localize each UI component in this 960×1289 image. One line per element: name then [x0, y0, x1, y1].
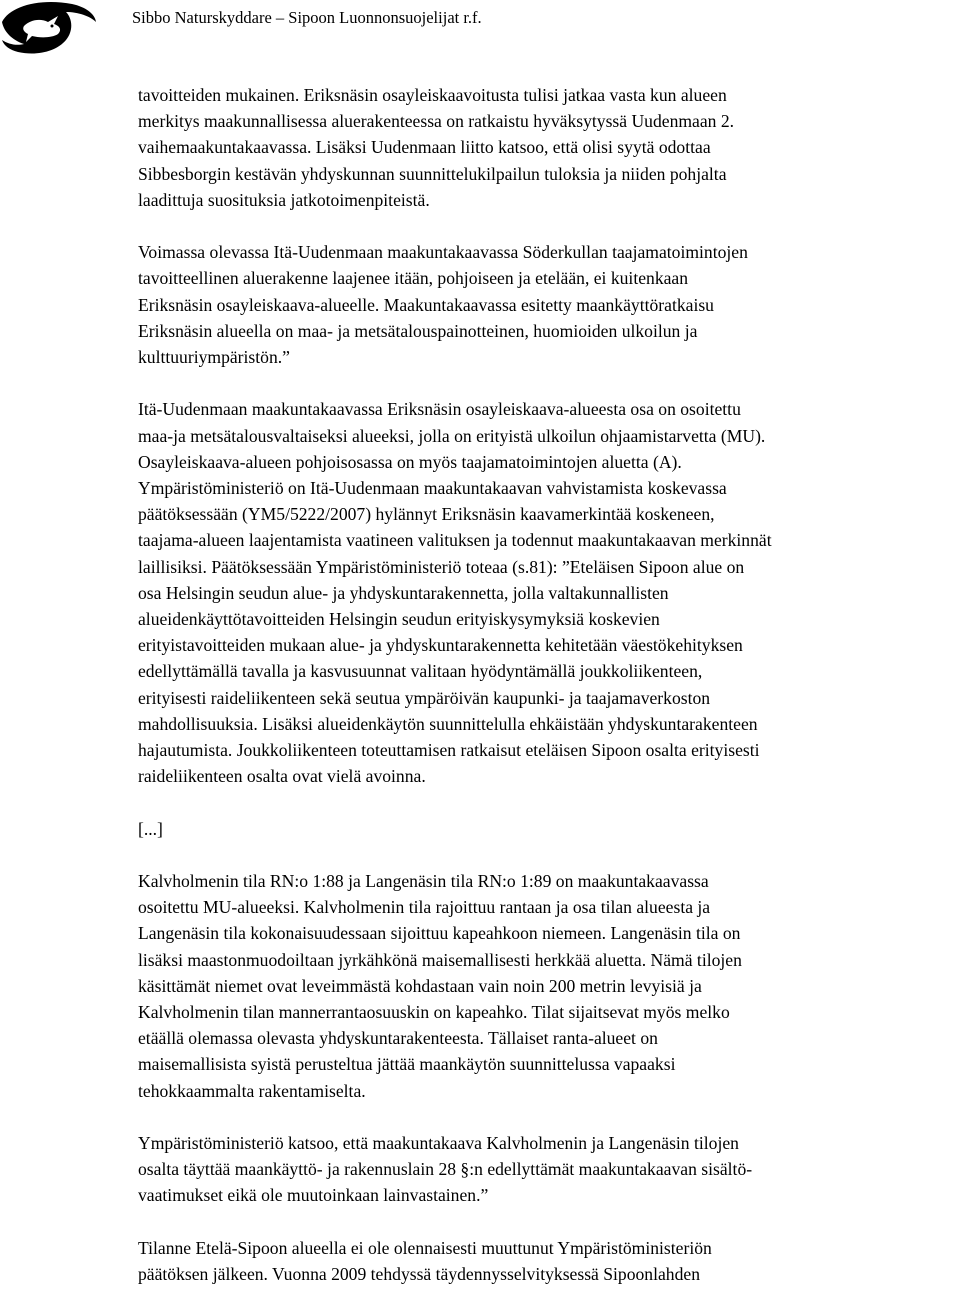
text-line: raideliikenteen osalta ovat vielä avoinna.: [138, 766, 426, 787]
paragraph: [138, 82, 960, 213]
text-line: Tilanne Etelä-Sipoon alueella ei ole olennaisesti muuttunut Ympäristöministeriön: [138, 1237, 712, 1258]
text-line: Sibbesborgin kestävän yhdyskunnan suunnittelukilpailun tuloksia ja niiden pohjalta: [138, 163, 727, 184]
text-line: tehokkaammalta rakentamiselta.: [138, 1080, 366, 1101]
text-line: edellyttämällä tavalla ja kasvusuunnat valitaan hyödyntämällä joukkoliikenteen,: [138, 661, 703, 682]
bird-logo-icon: [0, 0, 98, 58]
text-line: Ympäristöministeriö katsoo, että maakuntakaava Kalvholmenin ja Langenäsin tilojen: [138, 1133, 739, 1154]
text-line: erityisesti raideliikenteen sekä seutua ympäröivän kaupunki- ja taajamaverkoston: [138, 687, 711, 708]
paragraph: [138, 816, 960, 842]
text-line: Eriksnäsin alueella on maa- ja metsätalouspainotteinen, huomioiden ulkoilun ja: [138, 320, 698, 341]
text-line: lisäksi maastonmuodoiltaan jyrkähkönä maisemallisesti herkkää aluetta. Nämä tilojen: [138, 949, 742, 970]
text-line: päätöksen jälkeen. Vuonna 2009 tehdyssä täydennysselvityksessä Sipoonlahden: [138, 1264, 701, 1285]
ellipsis-marker: [...]: [138, 818, 163, 839]
text-line: Ympäristöministeriö on Itä-Uudenmaan maakuntakaavan vahvistamista koskevassa: [138, 478, 727, 499]
text-line: maisemallisista syistä perusteltua jättää maankäytön suunnittelussa vapaaksi: [138, 1054, 676, 1075]
text-line: Kalvholmenin tila RN:o 1:88 ja Langenäsin tila RN:o 1:89 on maakuntakaavassa: [138, 871, 709, 892]
paragraph: [138, 396, 960, 789]
text-line: laillisiksi. Päätöksessään Ympäristöministeriö toteaa (s.81): ”Eteläisen Sipoon alue on: [138, 556, 745, 577]
paragraph: [138, 1130, 960, 1209]
text-line: Eriksnäsin osayleiskaava-alueelle. Maakuntakaavassa esitetty maankäyttöratkaisu: [138, 294, 714, 315]
paragraph: [138, 1235, 960, 1287]
text-line: maa-ja metsätalousvaltaiseksi alueeksi, jolla on erityistä ulkoilun ohjaamistarvetta (MU).: [138, 425, 766, 446]
text-line: erityistavoitteiden mukaan alue- ja yhdyskuntarakennetta kehitetään väestökehityksen: [138, 635, 743, 656]
text-line: taajama-alueen laajentamista vaatineen valituksen ja todennut maakuntakaavan merkinnät: [138, 530, 772, 551]
paragraph: [138, 868, 960, 1104]
text-line: Langenäsin tila kokonaisuudessaan sijoittuu kapeahkoon niemeen. Langenäsin tila on: [138, 923, 741, 944]
text-line: kulttuuriympäristön.”: [138, 347, 290, 368]
text-line: etäällä olemassa olevasta yhdyskuntarakenteesta. Tällaiset ranta-alueet on: [138, 1028, 658, 1049]
text-line: Kalvholmenin tilan mannerrantaosuuskin on kapeahko. Tilat sijaitsevat myös melko: [138, 1002, 730, 1023]
text-line: alueidenkäyttötavoitteiden Helsingin seudun erityiskysymyksiä koskevien: [138, 609, 660, 630]
text-line: hajautumista. Joukkoliikenteen toteuttamisen ratkaisut eteläisen Sipoon osalta erityisesti: [138, 740, 760, 761]
text-line: osalta täyttää maankäyttö- ja rakennuslain 28 §:n edellyttämät maakuntakaavan sisältö-: [138, 1159, 753, 1180]
text-line: Itä-Uudenmaan maakuntakaavassa Eriksnäsin osayleiskaava-alueesta osa on osoitettu: [138, 399, 741, 420]
organization-name: Sibbo Naturskyddare – Sipoon Luonnonsuojelijat r.f.: [132, 8, 482, 27]
text-line: tavoitteellinen aluerakenne laajenee itään, pohjoiseen ja etelään, ei kuitenkaan: [138, 268, 689, 289]
text-line: päätöksessään (YM5/5222/2007) hylännyt Eriksnäsin kaavamerkintää koskeneen,: [138, 504, 715, 525]
document-body: [138, 82, 960, 1287]
text-line: laadittuja suosituksia jatkotoimenpiteistä.: [138, 189, 430, 210]
text-line: osoitettu MU-alueeksi. Kalvholmenin tila rajoittuu rantaan ja osa tilan alueesta ja: [138, 897, 711, 918]
text-line: käsittämät niemet ovat leveimmästä kohdastaan vain noin 200 metrin levyisiä ja: [138, 975, 702, 996]
paragraph: [138, 239, 960, 370]
text-line: merkitys maakunnallisessa aluerakenteessa on ratkaistu hyväksytyssä Uudenmaan 2.: [138, 111, 735, 132]
text-line: osa Helsingin seudun alue- ja yhdyskuntarakennetta, jolla valtakunnallisten: [138, 582, 669, 603]
text-line: vaihemaakuntakaavassa. Lisäksi Uudenmaan liitto katsoo, että olisi syytä odottaa: [138, 137, 711, 158]
text-line: Osayleiskaava-alueen pohjoisosassa on myös taajamatoimintojen aluetta (A).: [138, 451, 682, 472]
text-line: Voimassa olevassa Itä-Uudenmaan maakuntakaavassa Söderkullan taajamatoimintojen: [138, 242, 748, 263]
page-header: [0, 0, 960, 50]
text-line: tavoitteiden mukainen. Eriksnäsin osayleiskaavoitusta tulisi jatkaa vasta kun alueen: [138, 85, 727, 105]
text-line: vaatimukset eikä ole muutoinkaan lainvastainen.”: [138, 1185, 489, 1206]
text-line: mahdollisuuksia. Lisäksi alueidenkäytön suunnittelulla ehkäistään yhdyskuntarakenteen: [138, 713, 758, 734]
